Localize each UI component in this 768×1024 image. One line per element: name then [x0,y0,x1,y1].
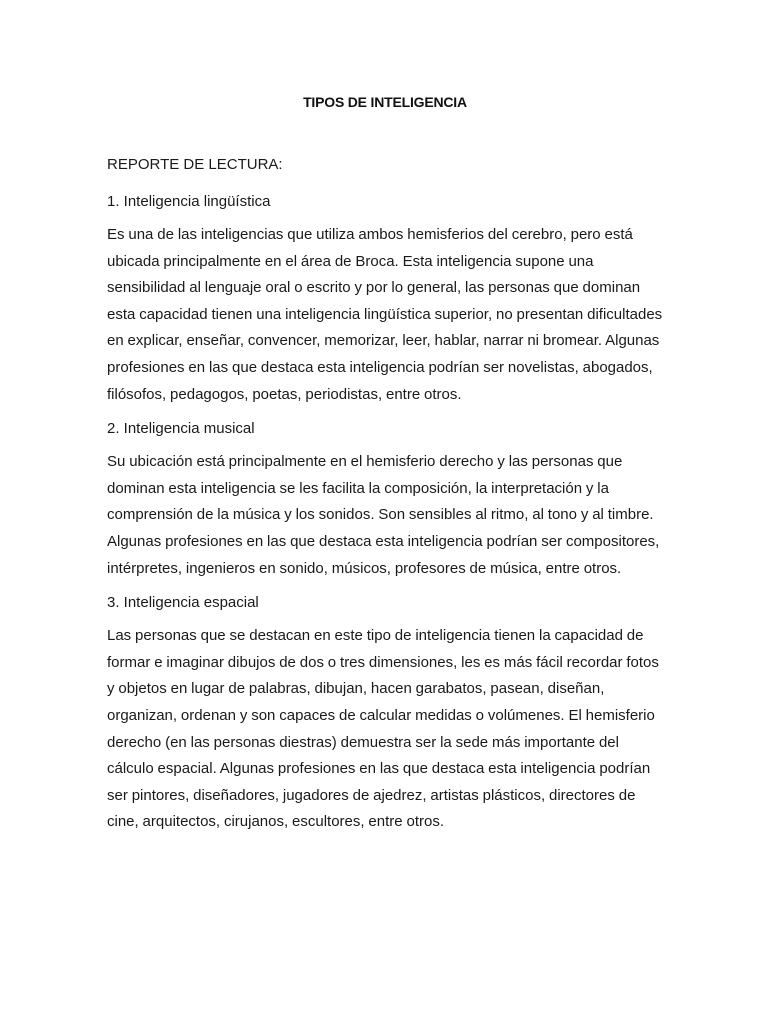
section-paragraph-spatial: Las personas que se destacan en este tipo de inteligencia tienen la capacidad de formar e imaginar dibujos de dos o tres dimensiones, les es más fácil recordar fotos y objetos en lugar de palabras, dibujan, hacen garabatos, pasean, diseñan, organizan, ordenan y son capaces de calcular medidas o volúmenes. El hemisferio derecho (en las personas diestras) demuestra ser la sede más importante del cálculo espacial. Algunas profesiones en las que destaca esta inteligencia podrían ser pintores, diseñadores, jugadores de ajedrez, artistas plásticos, directores de cine, arquitectos, cirujanos, escultores, entre otros. [107,627,659,831]
section-paragraph-linguistic: Es una de las inteligencias que utiliza ambos hemisferios del cerebro, pero está ubicada principalmente en el área de Broca. Esta inteligencia supone una sensibilidad al lenguaje oral o escrito y por lo general, las personas que dominan esta capacidad tienen una inteligencia lingüística superior, no presentan dificultades en explicar, enseñar, convencer, memorizar, leer, hablar, narrar ni bromear. Algunas profesiones en las que destaca esta inteligencia podrían ser novelistas, abogados, filósofos, pedagogos, poetas, periodistas, entre otros. [107,226,663,403]
report-subtitle: REPORTE DE LECTURA: [107,156,283,173]
section-heading-spatial: 3. Inteligencia espacial [107,594,259,612]
section-heading-linguistic: 1. Inteligencia lingüística [107,193,271,210]
document-body [107,92,663,836]
section-heading-musical: 2. Inteligencia musical [107,420,255,438]
section-paragraph-musical: Su ubicación está principalmente en el hemisferio derecho y las personas que dominan esta inteligencia se les facilita la composición, la interpretación y la comprensión de la música y los sonidos. Son sensibles al ritmo, al tono y al timbre. Algunas profesiones en las que destaca esta inteligencia podrían ser compositores, intérpretes, ingenieros en sonido, músicos, profesores de música, entre otros. [107,453,660,577]
document-title: TIPOS DE INTELIGENCIA [303,94,467,110]
